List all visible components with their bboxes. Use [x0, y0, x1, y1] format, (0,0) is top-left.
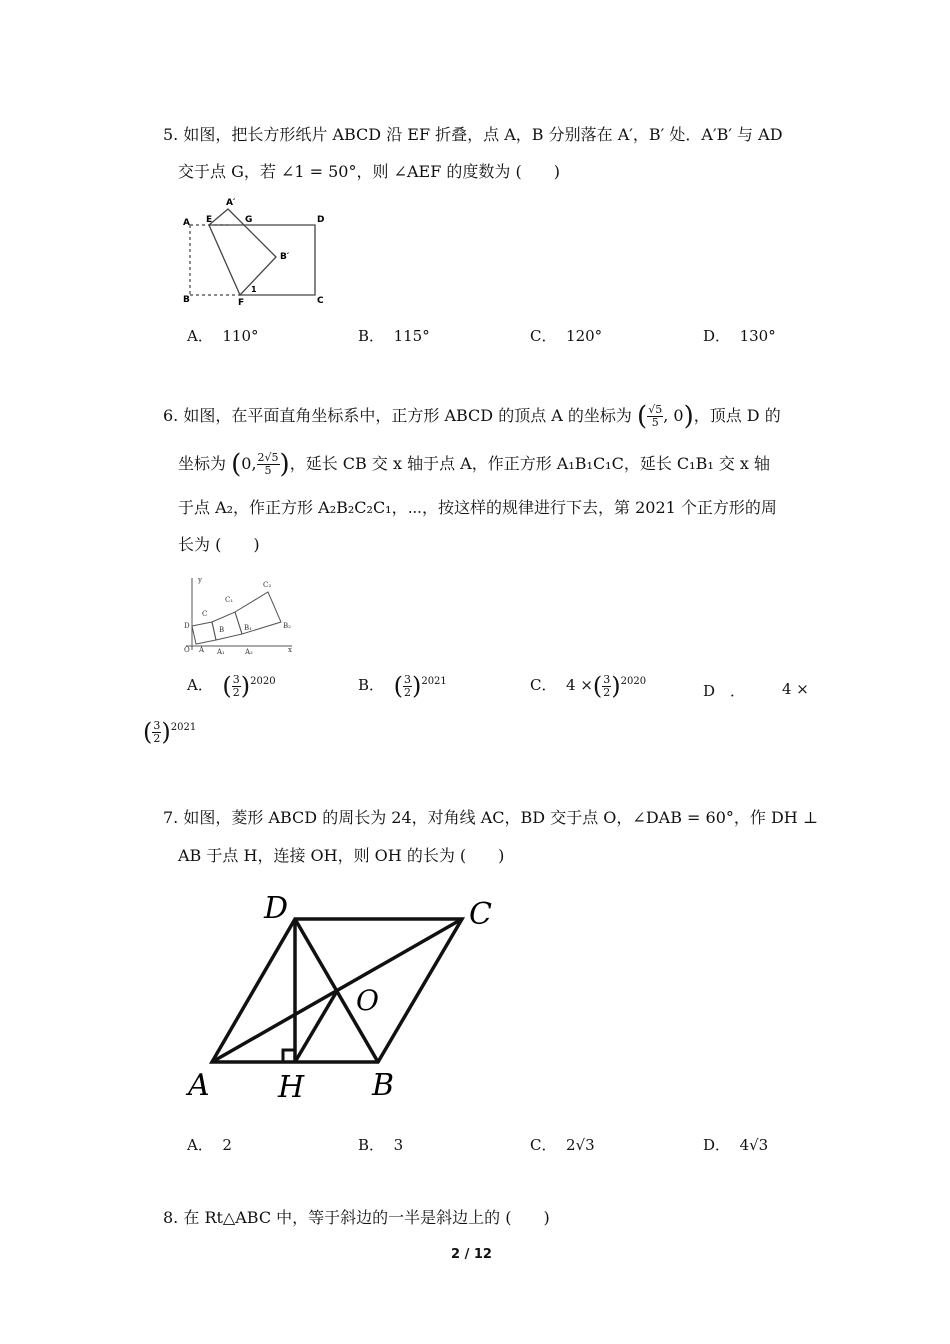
q6-label-C1: C₁	[225, 596, 234, 604]
q6-stem-line2: 坐标为 (0, $\frac{2√5}{5}$ )，延长 CB 交 x 轴于点 A，作正方形 A₁B₁C₁C，延长 C₁B₁ 交 x 轴	[178, 449, 771, 480]
q7-label-D: D	[264, 891, 289, 926]
q6-option-d-power: ( $\frac{3}{2}$ )$^{2021}$	[143, 718, 197, 746]
q5-label-angle-1: 1	[251, 285, 257, 294]
q5-label-D: D	[317, 215, 325, 225]
q5-label-A-prime: A′	[226, 198, 236, 208]
q7-label-C: C	[469, 897, 492, 932]
page-number: 2 / 12	[451, 1247, 492, 1262]
q6-stem-line3: 于点 A₂，作正方形 A₂B₂C₂C₁，⋯，按这样的规律进行下去，第 2021 个正方形的周	[178, 498, 777, 517]
q6-option-c[interactable]: C． 4 ×( $\frac{3}{2}$ )$^{2020}$	[530, 672, 647, 700]
q5-stem-line1: 5. 如图，把长方形纸片 ABCD 沿 EF 折叠，点 A，B 分别落在 A′，B′ 处．A′B′ 与 AD	[163, 125, 783, 144]
q5-label-B: B	[183, 295, 190, 305]
q6-label-A2: A₂	[245, 648, 253, 656]
q5-option-b[interactable]: B． 115°	[358, 327, 430, 345]
q8-stem-line1: 8. 在 Rt△ABC 中，等于斜边的一半是斜边上的 ( )	[163, 1208, 550, 1227]
q7-option-b[interactable]: B． 3	[358, 1136, 404, 1154]
q6-stem-line1: 6. 如图，在平面直角坐标系中，正方形 ABCD 的顶点 A 的坐标为 ( $\frac{√5}{5}$ , 0)，顶点 D 的	[163, 401, 781, 432]
q6-option-d-prefix: 4 ×	[782, 680, 809, 698]
q5-label-E: E	[206, 215, 213, 225]
q6-option-b[interactable]: B． ( $\frac{3}{2}$ )$^{2021}$	[358, 672, 447, 700]
q6-label-C: C	[202, 610, 208, 618]
q7-label-A: A	[188, 1068, 210, 1103]
q6-label-D: D	[184, 622, 190, 630]
q6-label-B1: B₁	[244, 624, 252, 632]
q6-label-y: y	[198, 576, 202, 584]
q6-label-B: B	[219, 626, 225, 634]
q6-option-a[interactable]: A． ( $\frac{3}{2}$ )$^{2020}$	[187, 672, 276, 700]
q7-option-a[interactable]: A． 2	[187, 1136, 232, 1154]
q5-label-B-prime: B′	[280, 252, 290, 262]
q6-stem-line4: 长为 ( )	[178, 535, 260, 554]
q5-option-c[interactable]: C． 120°	[530, 327, 603, 345]
q6-label-C2: C₂	[263, 581, 272, 589]
q6-label-O: O	[184, 646, 190, 654]
q7-label-H: H	[278, 1070, 305, 1105]
q7-figure	[180, 890, 510, 1105]
q7-option-d[interactable]: D． 4√3	[703, 1136, 769, 1154]
q6-label-B2: B₂	[283, 622, 291, 630]
q6-figure	[180, 572, 300, 656]
q5-option-a[interactable]: A． 110°	[187, 327, 259, 345]
q7-stem-line1: 7. 如图，菱形 ABCD 的周长为 24，对角线 AC，BD 交于点 O，∠DAB = 60°，作 DH ⊥	[163, 808, 818, 827]
q6-label-A: A	[199, 646, 205, 654]
q5-label-A: A	[183, 218, 190, 228]
q6-label-A1: A₁	[217, 648, 225, 656]
q5-figure	[180, 195, 340, 310]
q5-label-C: C	[317, 296, 324, 306]
q5-label-G: G	[245, 215, 253, 225]
q7-option-c[interactable]: C． 2√3	[530, 1136, 595, 1154]
q5-option-d[interactable]: D． 130°	[703, 327, 776, 345]
q7-label-O: O	[356, 984, 379, 1017]
q5-label-F: F	[238, 298, 245, 308]
q6-label-x: x	[288, 646, 292, 654]
q7-label-B: B	[372, 1068, 395, 1103]
q5-stem-line2: 交于点 G，若 ∠1 = 50°，则 ∠AEF 的度数为 ( )	[178, 162, 560, 181]
q6-option-d[interactable]: D ．	[703, 682, 746, 700]
q7-stem-line2: AB 于点 H，连接 OH，则 OH 的长为 ( )	[178, 846, 505, 865]
